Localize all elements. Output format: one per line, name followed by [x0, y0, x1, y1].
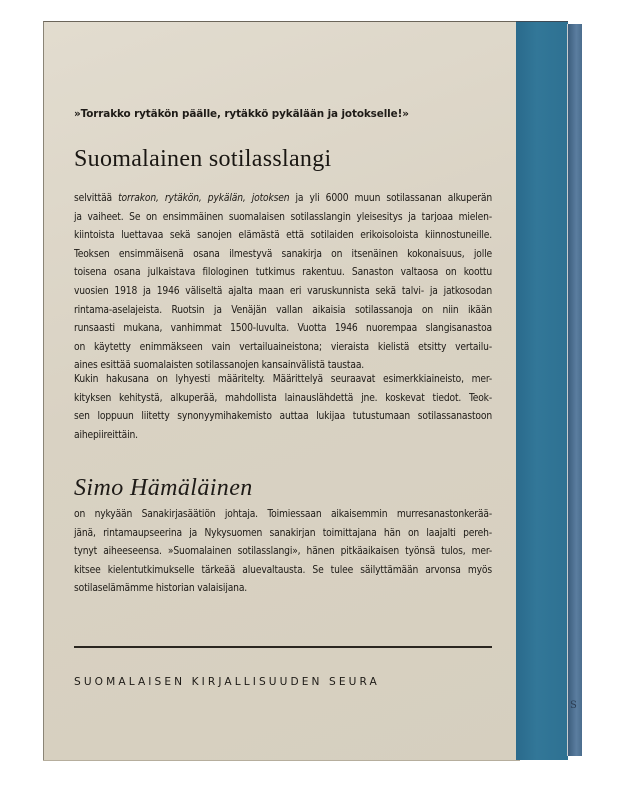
text-line: toisena osana julkaistava filologinen tutkimus rakentuu. Sanaston valtaosa on koottu — [74, 267, 492, 279]
book-spine — [567, 24, 582, 756]
text-line: jänä, rintamaupseerina ja Nykysuomen sanakirjan toimittajana hän on laajalti pereh- — [74, 527, 492, 539]
text-line: on käytetty enimmäkseen vain vertailuaineistona; vieraista kielistä etsitty vertailu- — [74, 341, 492, 353]
italic-words: torrakon, rytäkön, pykälän, jotoksen — [118, 193, 290, 204]
text-line: runsaasti mukana, vanhimmat 1500-luvulta. Vuotta 1946 nuorempaa slangisanastoa — [74, 323, 492, 335]
text-line: selvittää torrakon, rytäkön, pykälän, jotoksen ja yli 6000 muun sotilassanan alkuperän — [74, 193, 492, 204]
text-line: rintama-aselajeista. Ruotsin ja Venäjän vallan aikaisia sotilassanoja on niin ikään — [74, 304, 492, 316]
author-name: Simo Hämäläinen — [74, 475, 253, 501]
spine-letter: S — [570, 700, 577, 711]
text-line: Teoksen ensimmäisenä osana ilmestyvä sanakirja on itsenäinen kokonaisuus, jolle — [74, 248, 492, 260]
blue-cover-band — [516, 21, 568, 760]
publisher-name: SUOMALAISEN KIRJALLISUUDEN SEURA — [74, 676, 380, 688]
text-line: aihepiireittäin. — [74, 429, 138, 441]
structure-paragraph — [74, 371, 492, 445]
book-back-cover — [43, 21, 581, 780]
epigraph: »Torrakko rytäkön päälle, rytäkkö pykälään ja jotokselle!» — [74, 108, 409, 120]
text-line: kitsee kielentutkimukselle tärkeää aluevaltausta. Se tulee säilyttämään arvonsa myös — [74, 564, 492, 576]
text-line: tynyt aiheeseensa. »Suomalainen sotilasslangi», hänen pitkäaikaisen työnsä tulos, mer- — [74, 546, 492, 558]
book-title: Suomalainen sotilasslangi — [74, 146, 332, 172]
text-line: vuosien 1918 ja 1946 väliseltä ajalta maan eri varuskunnista sekä talvi- ja jatkosodan — [74, 285, 492, 297]
text-line: sen loppuun liitetty synonyymihakemisto auttaa lukijaa tutustumaan sotilassanastoon — [74, 411, 492, 423]
text-line: kityksen kehitystä, alkuperää, mahdollista lainauslähdettä jne. koskevat tiedot. Teok- — [74, 392, 492, 404]
text-line: sotilaselämämme historian valaisijana. — [74, 583, 248, 595]
horizontal-rule — [74, 646, 492, 648]
text-line: ja vaiheet. Se on ensimmäinen suomalaisen sotilasslangin yleisesitys ja tarjoaa mielen- — [74, 211, 492, 223]
text-line: kiintoista luettavaa sekä sanojen elämästä että sotilaiden erikoisoloista kiinnostuneille. — [74, 230, 492, 242]
description-paragraph — [74, 190, 492, 376]
author-bio-paragraph — [74, 506, 492, 599]
text-line: on nykyään Sanakirjasäätiön johtaja. Toimiessaan aikaisemmin murresanastonkerää- — [74, 509, 492, 520]
cover-paper — [43, 21, 520, 760]
text-line: Kukin hakusana on lyhyesti määritelty. Määrittelyä seuraavat esimerkkiaineisto, mer- — [74, 374, 492, 385]
text-line: aines esittää suomalaisten sotilassanojen kansainvälistä taustaa. — [74, 360, 365, 372]
